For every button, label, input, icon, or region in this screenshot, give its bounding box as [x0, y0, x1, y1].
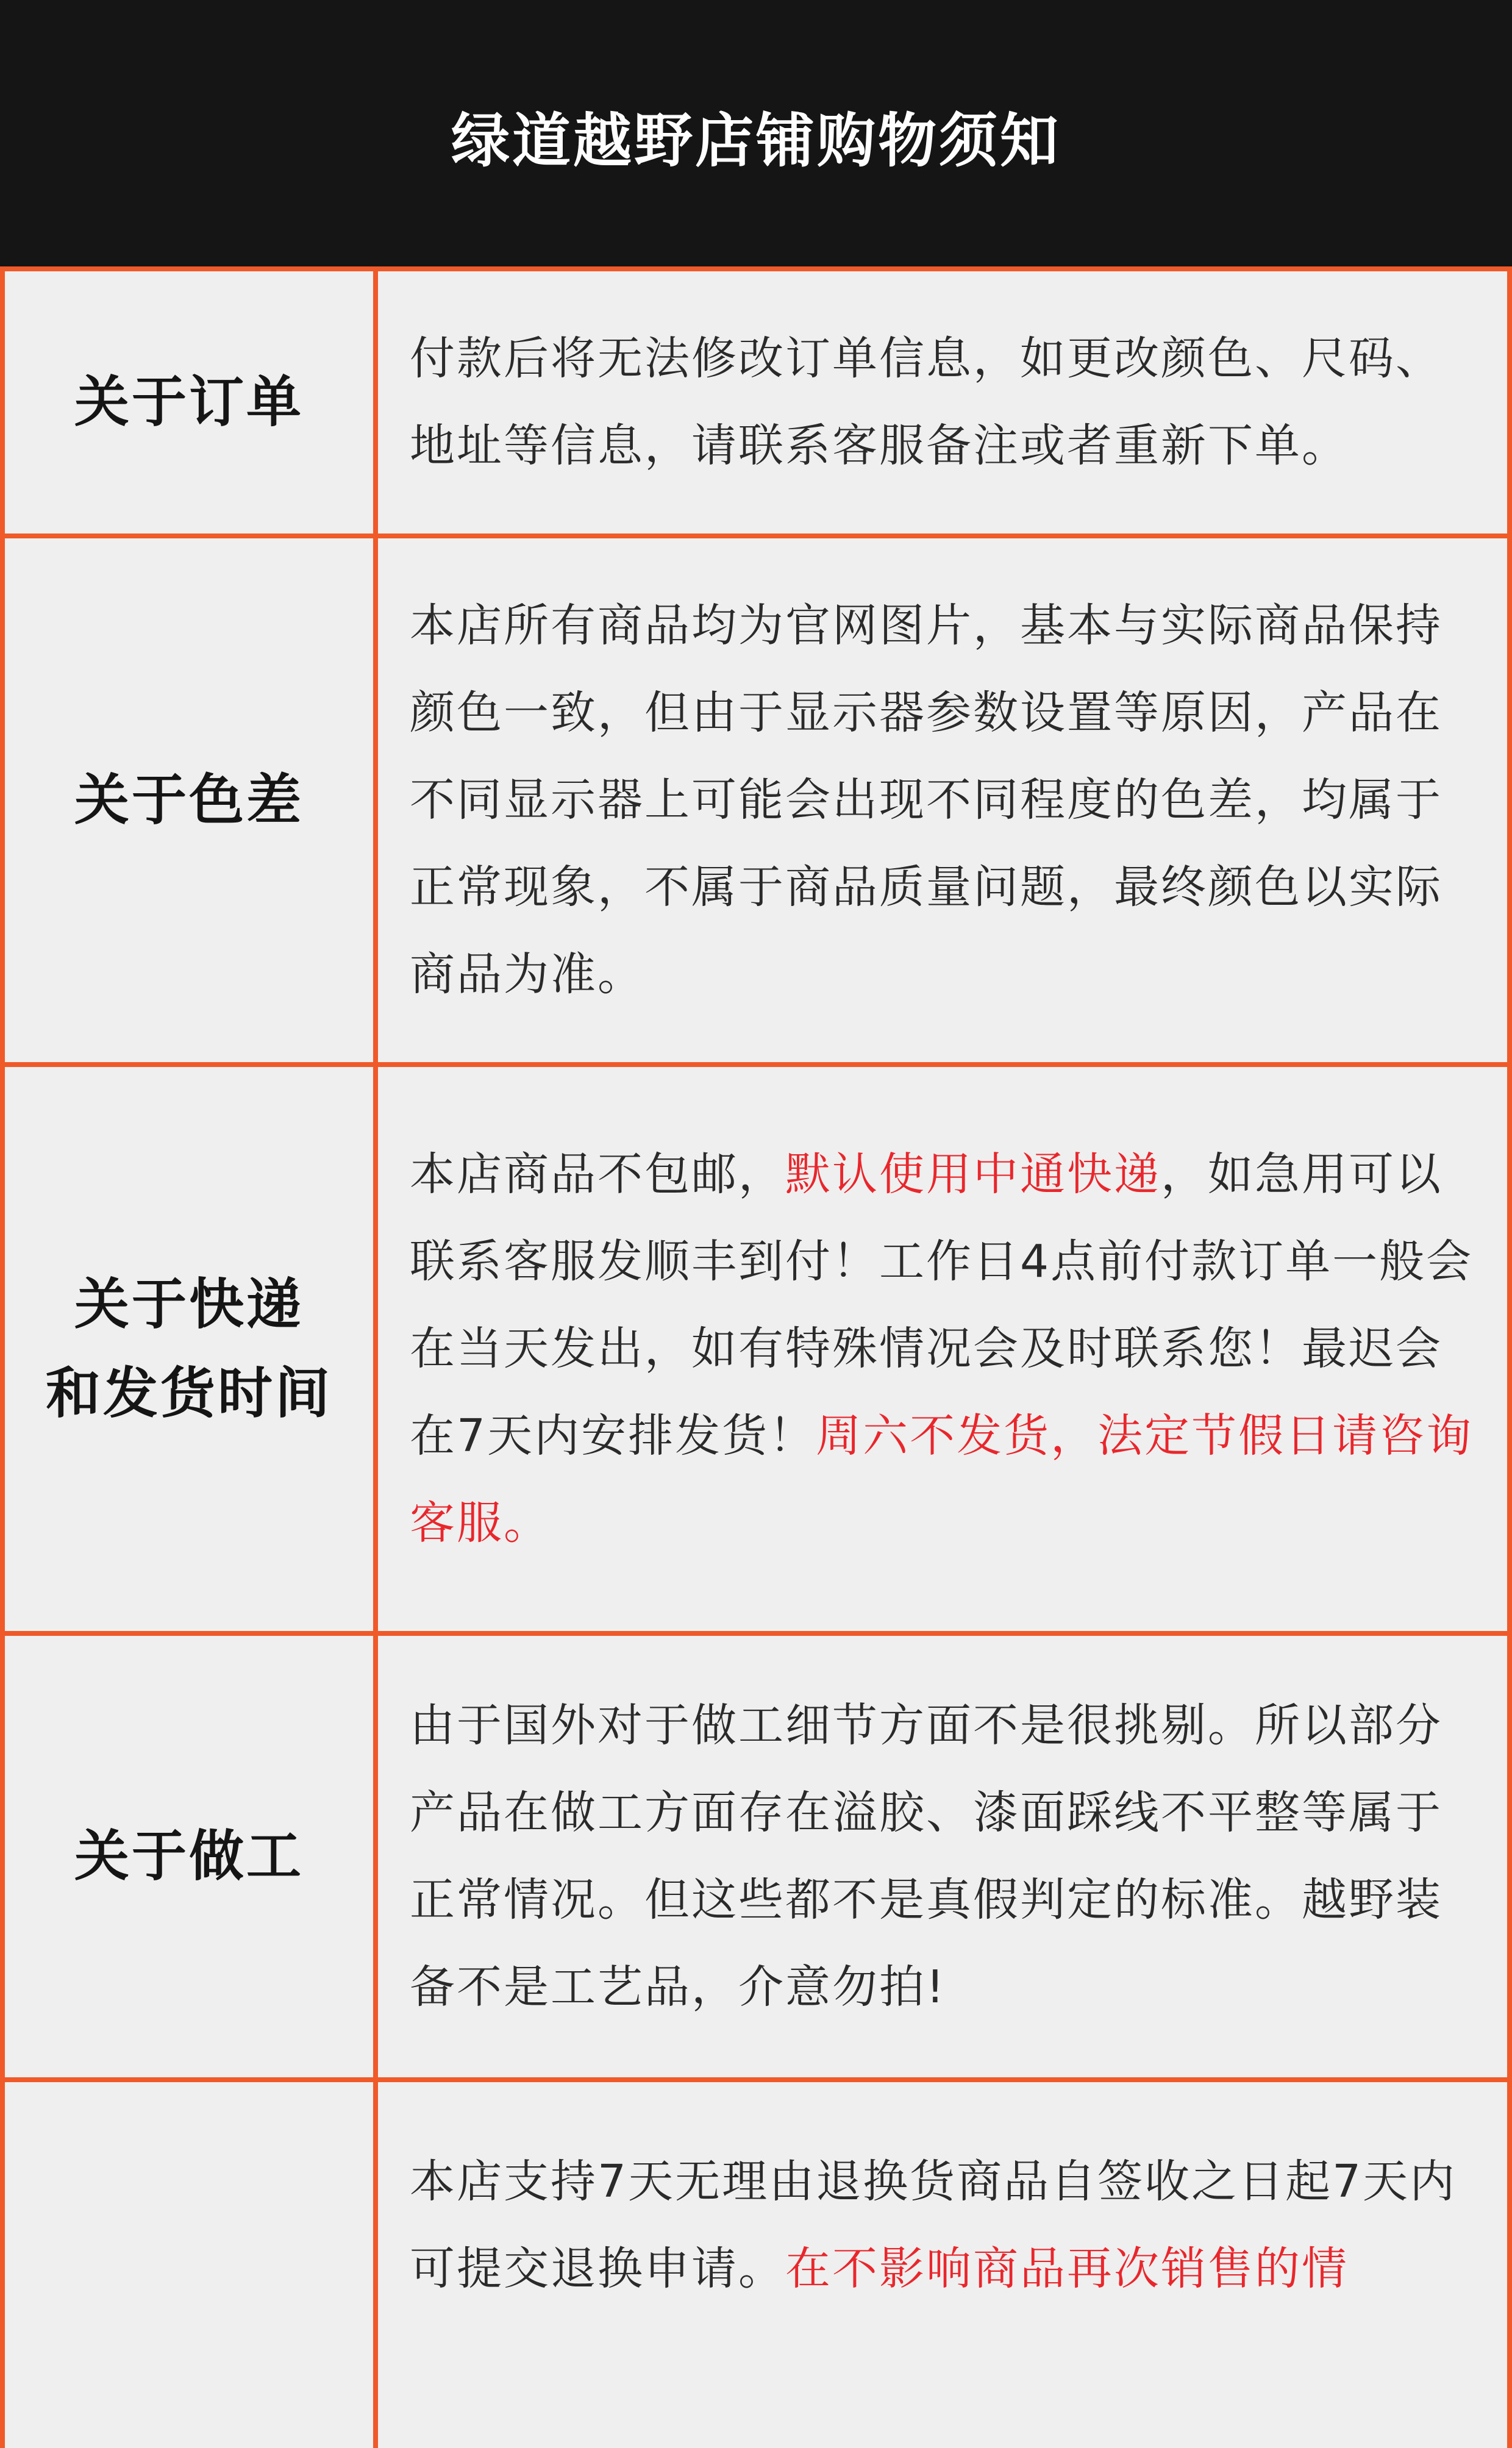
page-title: 绿道越野店铺购物须知: [451, 107, 1061, 175]
row-label-cell: [0, 538, 378, 1062]
content-segment: 本店支持7天无理由退换货商品自签收之日起7天内可提交退换申请。: [410, 2155, 1457, 2295]
policy-table: [0, 266, 1512, 2448]
row-content: [410, 1682, 1489, 2031]
row-content-cell: [378, 538, 1512, 1062]
content-highlight: 在不影响商品再次销售的情: [785, 2243, 1349, 2295]
row-label-line: 关于快递: [74, 1272, 304, 1336]
table-row-workmanship: [0, 1636, 1512, 2082]
row-content: [410, 1131, 1489, 1567]
row-content-cell: [378, 1636, 1512, 2077]
row-content: [410, 2138, 1489, 2313]
content-segment: ，如急用可以联系客服发顺丰到付！工作日4点前付款订单一般会在当天发出，如有特殊情况会及时联系您！最迟会在7天内安排发货！: [410, 1148, 1474, 1462]
content-segment: 本店所有商品均为官网图片，基本与实际商品保持颜色一致，但由于显示器参数设置等原因，产品在不同显示器上可能会出现不同程度的色差，均属于正常现象，不属于商品质量问题，最终颜色以实际商品为准。: [410, 599, 1442, 1001]
table-row-returns: [0, 2082, 1512, 2448]
row-label: 关于做工: [74, 1824, 304, 1888]
row-content-cell: [378, 2082, 1512, 2448]
table-row-shipping: [0, 1067, 1512, 1636]
row-label: 关于订单: [74, 370, 304, 434]
row-label-cell: [0, 1067, 378, 1631]
content-highlight: 周六不发货，法定节假日请咨询客服。: [410, 1410, 1474, 1549]
row-content: [410, 315, 1489, 490]
row-label-cell: [0, 1636, 378, 2077]
header-bar: [0, 0, 1512, 266]
row-label-cell: [0, 271, 378, 533]
row-label: 关于色差: [74, 768, 304, 832]
content-segment: 付款后将无法修改订单信息，如更改颜色、尺码、地址等信息，请联系客服备注或者重新下单。: [410, 332, 1442, 472]
table-row-color-difference: [0, 538, 1512, 1067]
row-content-cell: [378, 1067, 1512, 1631]
row-content-cell: [378, 271, 1512, 533]
content-segment: 由于国外对于做工细节方面不是很挑剔。所以部分产品在做工方面存在溢胶、漆面踩线不平整等属于正常情况。但这些都不是真假判定的标准。越野装备不是工艺品，介意勿拍!: [410, 1699, 1442, 2013]
table-row-order: [0, 271, 1512, 538]
content-segment: 本店商品不包邮，: [410, 1148, 785, 1201]
row-label-line: 和发货时间: [46, 1361, 332, 1426]
row-content: [410, 582, 1489, 1018]
row-label: [46, 1260, 332, 1438]
content-highlight: 默认使用中通快递: [785, 1148, 1161, 1201]
row-label-cell: [0, 2082, 378, 2448]
